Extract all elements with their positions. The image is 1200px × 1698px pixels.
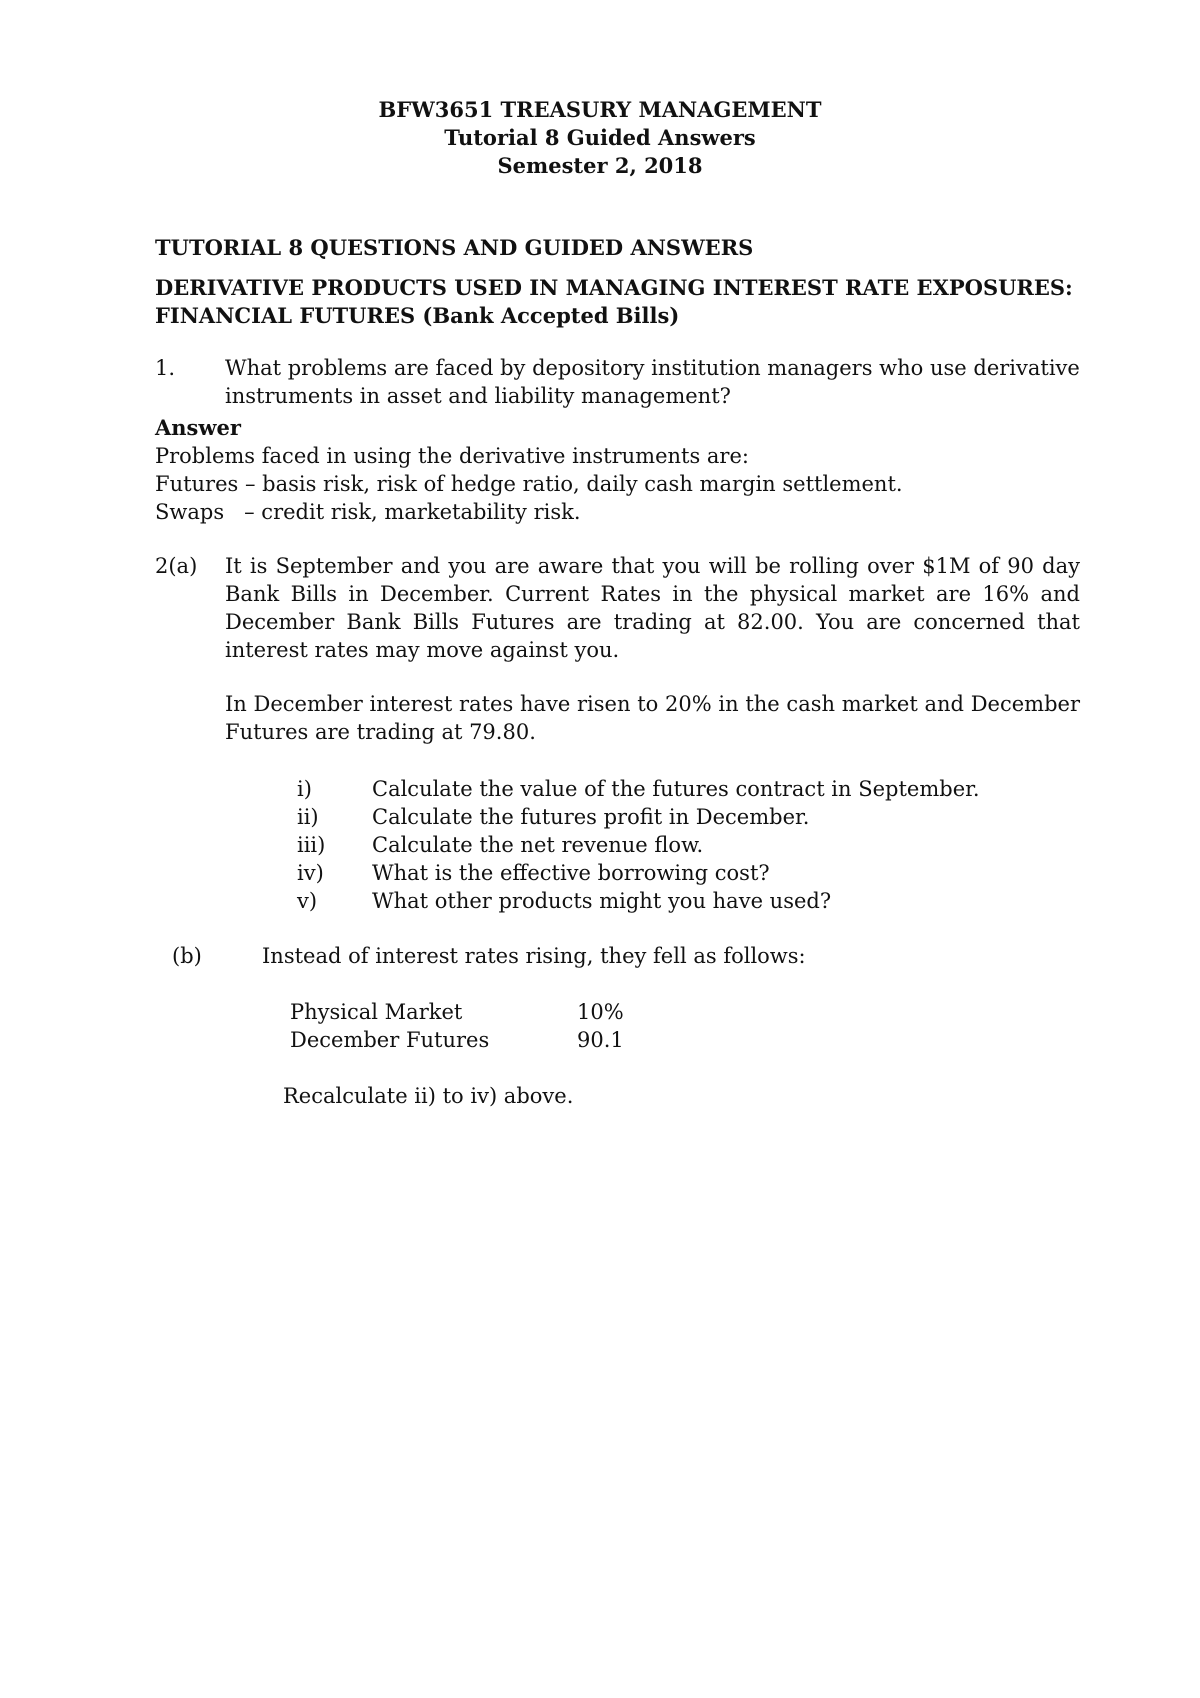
question-2b-number: (b) [172, 944, 202, 968]
sub-question-text: What is the effective borrowing cost? [372, 861, 770, 885]
table-row-value: 10% [577, 1000, 624, 1024]
tutorial-title: Tutorial 8 Guided Answers [444, 125, 756, 150]
answer-swaps: Swaps – credit risk, marketability risk. [155, 500, 581, 524]
sub-question-number: i) [297, 777, 312, 801]
sub-question-text: Calculate the futures profit in December. [372, 805, 810, 829]
subtitle-line-1: DERIVATIVE PRODUCTS USED IN MANAGING INTEREST RATE EXPOSURES: [155, 275, 1073, 300]
question-2b-text: Instead of interest rates rising, they fell as follows: [262, 944, 806, 968]
question-2a-paragraph-1: It is September and you are aware that you will be rolling over $1M of 90 day Bank Bills in December. Current Rates in the physical market are 16% and December Bank Bills Futures are trading at 82.00. You are concerned that interest rates may move against you. [225, 554, 1080, 662]
sub-question-number: iii) [297, 833, 326, 857]
answer-heading: Answer [155, 415, 241, 440]
section-title: TUTORIAL 8 QUESTIONS AND GUIDED ANSWERS [155, 235, 754, 260]
sub-question-number: v) [297, 889, 318, 913]
answer-futures: Futures – basis risk, risk of hedge ratio, daily cash margin settlement. [155, 472, 903, 496]
sub-question-number: iv) [297, 861, 324, 885]
subtitle-line-2: FINANCIAL FUTURES (Bank Accepted Bills) [155, 303, 680, 328]
question-2a-paragraph-2: In December interest rates have risen to 20% in the cash market and December Futures are trading at 79.80. [225, 692, 1080, 744]
semester-title: Semester 2, 2018 [497, 153, 703, 178]
table-row-value: 90.1 [577, 1028, 624, 1052]
sub-question-text: What other products might you have used? [372, 889, 832, 913]
table-row-label: Physical Market [290, 1000, 463, 1024]
sub-question-text: Calculate the value of the futures contract in September. [372, 777, 980, 801]
table-row-label: December Futures [290, 1028, 490, 1052]
answer-intro: Problems faced in using the derivative instruments are: [155, 444, 749, 468]
recalculate-instruction: Recalculate ii) to iv) above. [283, 1084, 574, 1108]
sub-question-number: ii) [297, 805, 319, 829]
question-1-text: What problems are faced by depository institution managers who use derivative instruments in asset and liability management? [225, 356, 1080, 408]
subtitle [155, 274, 1085, 330]
document-header [0, 96, 1200, 180]
course-title: BFW3651 TREASURY MANAGEMENT [378, 97, 822, 122]
question-1-number: 1. [155, 356, 176, 380]
sub-question-text: Calculate the net revenue flow. [372, 833, 704, 857]
question-2a-number: 2(a) [155, 554, 198, 578]
